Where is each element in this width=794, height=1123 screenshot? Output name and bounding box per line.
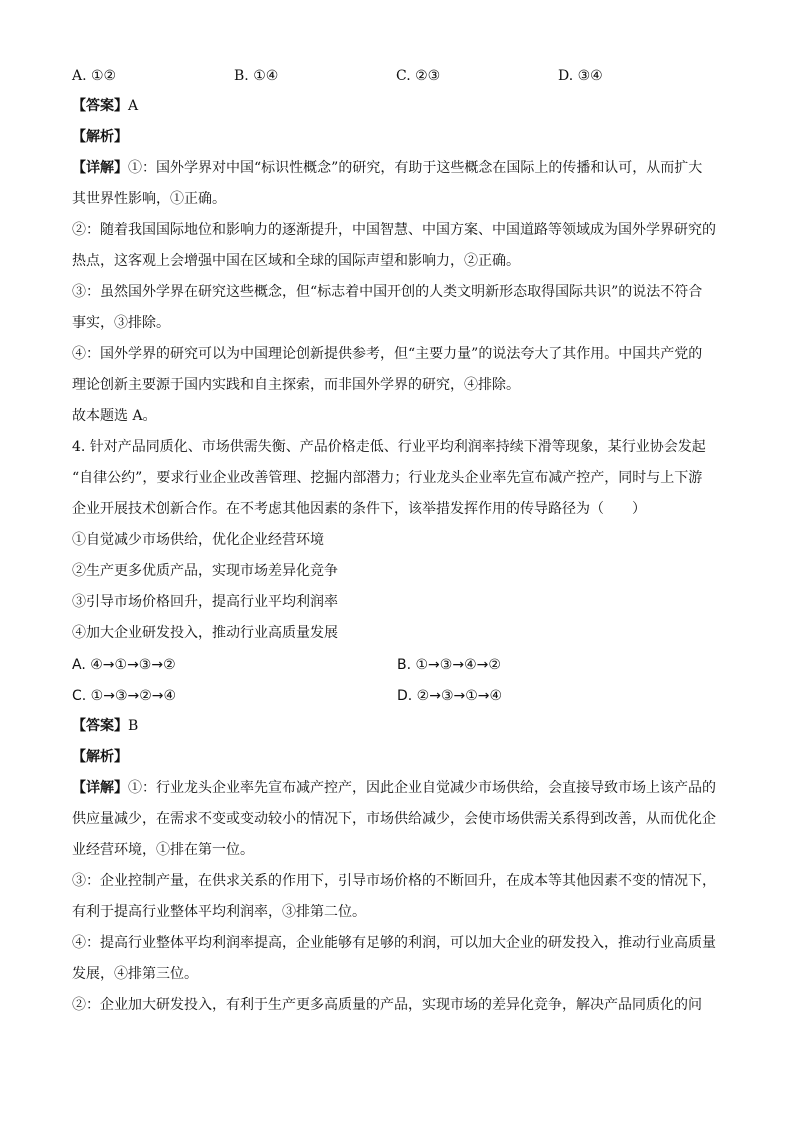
q4-item: ②生产更多优质产品，实现市场差异化竞争 — [72, 563, 338, 579]
q3-detail-line: ②：随着我国国际地位和影响力的逐渐提升，中国智慧、中国方案、中国道路等领域成为国外学界研究的 — [72, 222, 716, 238]
q4-detail-line: 业经营环境，①排在第一位。 — [72, 842, 254, 858]
q4-item: ①自觉减少市场供给，优化企业经营环境 — [72, 532, 324, 548]
q4-item: ③引导市场价格回升，提高行业平均利润率 — [72, 594, 338, 610]
q4-detail-line: 供应量减少，在需求不变或变动较小的情况下，市场供给减少，会使市场供需关系得到改善，从而优化企 — [72, 811, 716, 827]
q3-option-c: C. ②③ — [396, 67, 441, 84]
q4-stem-line: 4. 针对产品同质化、市场供需失衡、产品价格走低、行业平均利润率持续下滑等现象，某行业协会发起 — [72, 439, 706, 455]
q4-stem-line: 企业开展技术创新合作。在不考虑其他因素的条件下，该举措发挥作用的传导路径为（ ） — [72, 501, 646, 517]
document-page — [72, 60, 722, 1021]
q4-options-row-2 — [72, 680, 722, 711]
q3-options — [72, 60, 722, 91]
q3-analysis-heading: 【解析】 — [72, 129, 128, 145]
q4-detail-line: ④：提高行业整体平均利润率提高，企业能够有足够的利润，可以加大企业的研发投入，推动行业高质量 — [72, 935, 716, 951]
q4-option-d: D. ②→③→①→④ — [397, 687, 503, 704]
q4-analysis-heading: 【解析】 — [72, 749, 128, 765]
q3-option-d: D. ③④ — [558, 67, 603, 84]
q3-detail-line: ④：国外学界的研究可以为中国理论创新提供参考，但“主要力量”的说法夸大了其作用。中国共产党的 — [72, 346, 703, 362]
q3-option-b: B. ①④ — [234, 67, 279, 84]
q4-detail-line: ③：企业控制产量，在供求关系的作用下，引导市场价格的不断回升，在成本等其他因素不变的情况下， — [72, 873, 716, 889]
q4-detail-line: 有利于提高行业整体平均利润率，③排第二位。 — [72, 904, 366, 920]
q3-detail-line: 理论创新主要源于国内实践和自主探索，而非国外学界的研究，④排除。 — [72, 377, 520, 393]
q3-conclusion: 故本题选 A。 — [72, 408, 157, 424]
q4-option-b: B. ①→③→④→② — [397, 656, 501, 673]
q4-stem-line: “自律公约”，要求行业企业改善管理、挖掘内部潜力；行业龙头企业率先宣布减产控产，同时与上下游 — [72, 470, 703, 486]
q3-detail-line: 事实，③排除。 — [72, 315, 170, 331]
q3-detail-line: 热点，这客观上会增强中国在区域和全球的国际声望和影响力，②正确。 — [72, 253, 520, 269]
q4-detail-line: ②：企业加大研发投入，有利于生产更多高质量的产品，实现市场的差异化竞争，解决产品同质化的问 — [72, 997, 702, 1013]
q4-item: ④加大企业研发投入，推动行业高质量发展 — [72, 625, 338, 641]
q4-options-row-1 — [72, 649, 722, 680]
q3-detail-line: 其世界性影响，①正确。 — [72, 191, 226, 207]
q4-option-c: C. ①→③→②→④ — [72, 687, 177, 704]
q3-detail-line: ③：虽然国外学界在研究这些概念，但“标志着中国开创的人类文明新形态取得国际共识”的说法不符合 — [72, 284, 703, 300]
q3-option-a: A. ①② — [72, 67, 117, 84]
q4-option-a: A. ④→①→③→② — [72, 656, 176, 673]
q3-answer: 【答案】A — [72, 98, 139, 114]
q4-detail-line: 发展，④排第三位。 — [72, 966, 198, 982]
q4-answer: 【答案】B — [72, 718, 139, 734]
q3-detail-line: 【详解】①：国外学界对中国“标识性概念”的研究，有助于这些概念在国际上的传播和认可，从而扩大 — [72, 160, 703, 176]
q4-detail-line: 【详解】①：行业龙头企业率先宣布减产控产，因此企业自觉减少市场供给，会直接导致市场上该产品的 — [72, 780, 716, 796]
